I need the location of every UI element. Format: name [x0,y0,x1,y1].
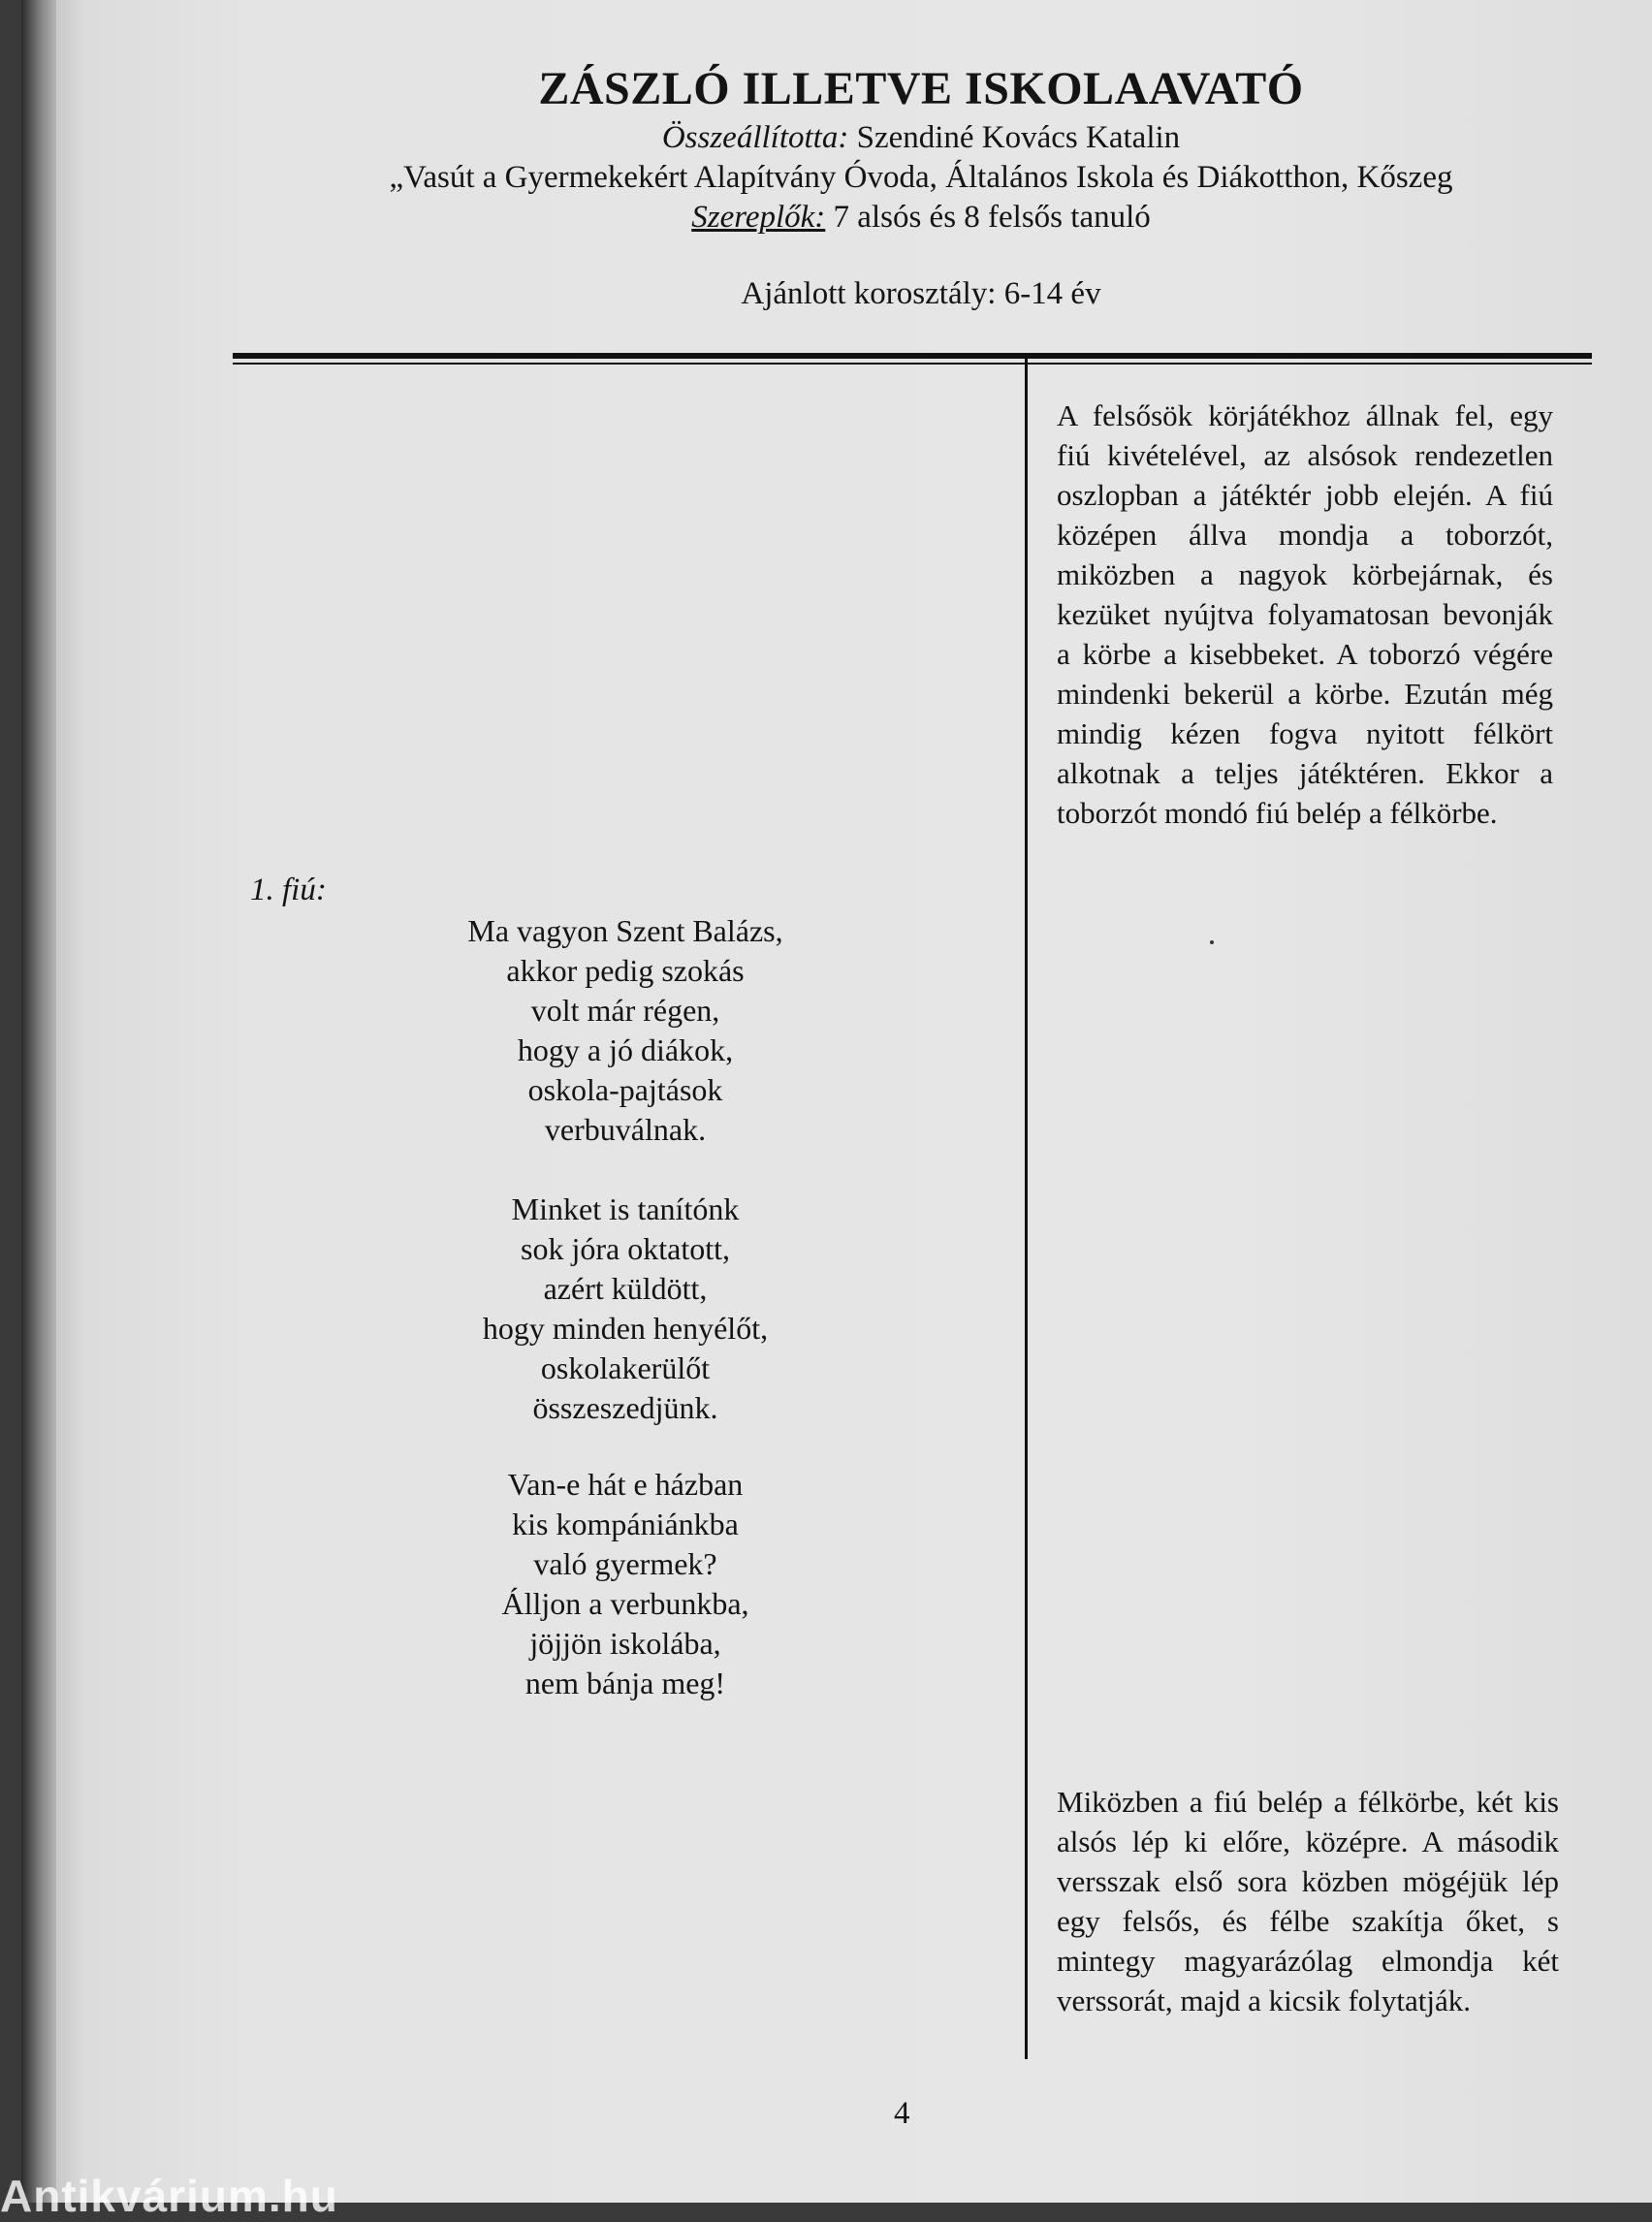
compiled-by-line [233,118,1609,158]
poem-line: kis kompániánkba [512,1507,739,1541]
watermark-logo: Antikvárium.hu [0,2171,338,2221]
stage-direction-2: Miközben a fiú belép a félkörbe, két kis alsós lép ki előre, középre. A második versszak első sora közben mögéjük lép egy felsős, és félbe szakítja őket, s mintegy magyarázólag elmondja két verssorát, majd a kicsik folytatják. [1057,1785,1559,2017]
cast-line [233,198,1609,238]
poem-line: verbuválnak. [544,1112,707,1147]
age-recommendation: Ajánlott korosztály: 6-14 év [741,276,1101,311]
poem-line: hogy a jó diákok, [517,1032,734,1067]
poem-line: Van-e hát e házban [507,1467,744,1502]
poem-line: azért küldött, [543,1271,708,1306]
poem-line: összeszedjünk. [532,1390,718,1425]
poem-line: akkor pedig szokás [506,953,745,988]
poem-line: hogy minden henyélőt, [482,1311,769,1346]
page-title: ZÁSZLÓ ILLETVE ISKOLAAVATÓ [538,63,1304,114]
compiled-by-label: Összeállította: [661,120,849,155]
page-number: 4 [894,2096,910,2131]
compiled-by-name: Szendiné Kovács Katalin [848,120,1181,155]
poem-stanza-3 [388,1465,863,1703]
poem-line: sok jóra oktatott, [521,1231,730,1266]
poem-line: oskola-pajtások [527,1072,723,1107]
document-header [233,60,1609,314]
poem-line: Minket is tanítónk [511,1191,740,1226]
poem-line: nem bánja meg! [524,1666,726,1700]
speaker-label: 1. fiú: [250,873,327,907]
column-divider [1025,359,1028,2059]
header-rule-thick [233,353,1592,359]
stray-dot [1210,940,1214,944]
poem-line: oskolakerülőt [540,1350,711,1385]
header-rule-thin [233,363,1592,365]
book-spine-edge [21,0,56,2203]
institution-line: „Vasút a Gyermekekért Alapítvány Óvoda, Általános Iskola és Diákotthon, Kőszeg [389,160,1453,195]
poem-line: jöjjön iskolába, [529,1626,721,1661]
cast-value: 7 alsós és 8 felsős tanuló [825,200,1151,235]
poem-stanza-1 [388,911,863,1150]
poem-line: Ma vagyon Szent Balázs, [467,913,783,948]
poem-line: való gyermek? [533,1546,717,1581]
cast-label: Szereplők: [691,200,826,235]
poem-stanza-2 [388,1190,863,1428]
stage-direction-1: A felsősök körjátékhoz állnak fel, egy fiú kivételével, az alsósok rendezetlen oszlopban a játéktér jobb elején. A fiú középen állva mondja a toborzót, miközben a nagyok körbejárnak, és kezüket nyújtva folyamatosan bevonják a körbe a kisebbeket. A toborzó végére mindenki bekerül a körbe. Ezután még mindig kézen fogva nyitott félkört alkotnak a teljes játéktéren. Ekkor a toborzót mondó fiú belép a félkörbe. [1057,398,1553,830]
poem-line: volt már régen, [530,993,720,1028]
poem-line: Álljon a verbunkba, [501,1586,749,1621]
